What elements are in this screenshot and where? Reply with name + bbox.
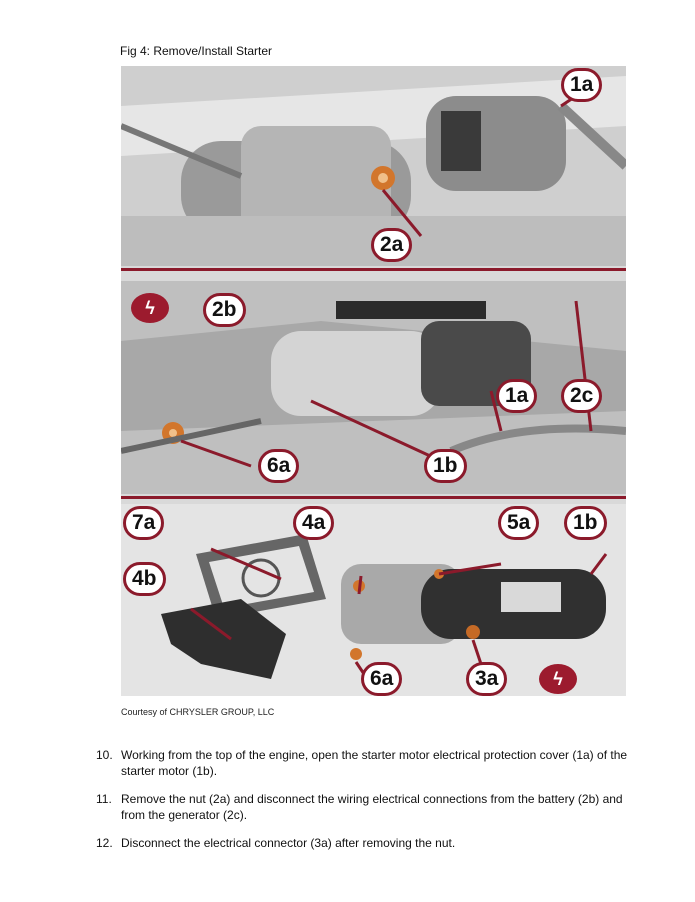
figure-title: Fig 4: Remove/Install Starter <box>120 44 273 58</box>
step-number: 12. <box>96 836 113 850</box>
callout-1b-middle: 1b <box>424 449 467 483</box>
step-item <box>96 747 636 779</box>
step-text: Remove the nut (2a) and disconnect the wiring electrical connections from the battery (2b) and from the generator (2c). <box>121 792 623 822</box>
figure-panel-bottom <box>121 504 626 696</box>
callout-2b: 2b <box>203 293 246 327</box>
callout-4b: 4b <box>123 562 166 596</box>
callout-1a: 1a <box>561 68 602 102</box>
figure-courtesy: Courtesy of CHRYSLER GROUP, LLC <box>121 707 275 717</box>
step-text: Disconnect the electrical connector (3a) after removing the nut. <box>121 836 456 850</box>
callout-5a: 5a <box>498 506 539 540</box>
step-item <box>96 835 636 851</box>
warning-icon: ϟ <box>539 664 577 694</box>
step-item <box>96 791 636 823</box>
warning-icon: ϟ <box>131 293 169 323</box>
instruction-steps <box>96 747 636 863</box>
callout-6a-bottom: 6a <box>361 662 402 696</box>
starter-figure <box>121 66 626 696</box>
callout-1a-middle: 1a <box>496 379 537 413</box>
callout-2a: 2a <box>371 228 412 262</box>
callout-2c: 2c <box>561 379 602 413</box>
callout-4a: 4a <box>293 506 334 540</box>
figure-panel-middle <box>121 281 626 494</box>
panel-separator <box>121 496 626 499</box>
panel-separator <box>121 268 626 271</box>
callout-1b-bottom: 1b <box>564 506 607 540</box>
callout-7a: 7a <box>123 506 164 540</box>
step-number: 10. <box>96 748 113 762</box>
step-text: Working from the top of the engine, open the starter motor electrical protection cover (1a) of the starter motor (1b). <box>121 748 628 778</box>
figure-panel-top <box>121 66 626 266</box>
panel-middle-photo <box>121 281 626 494</box>
callout-6a-middle: 6a <box>258 449 299 483</box>
callout-3a: 3a <box>466 662 507 696</box>
step-number: 11. <box>96 792 112 806</box>
